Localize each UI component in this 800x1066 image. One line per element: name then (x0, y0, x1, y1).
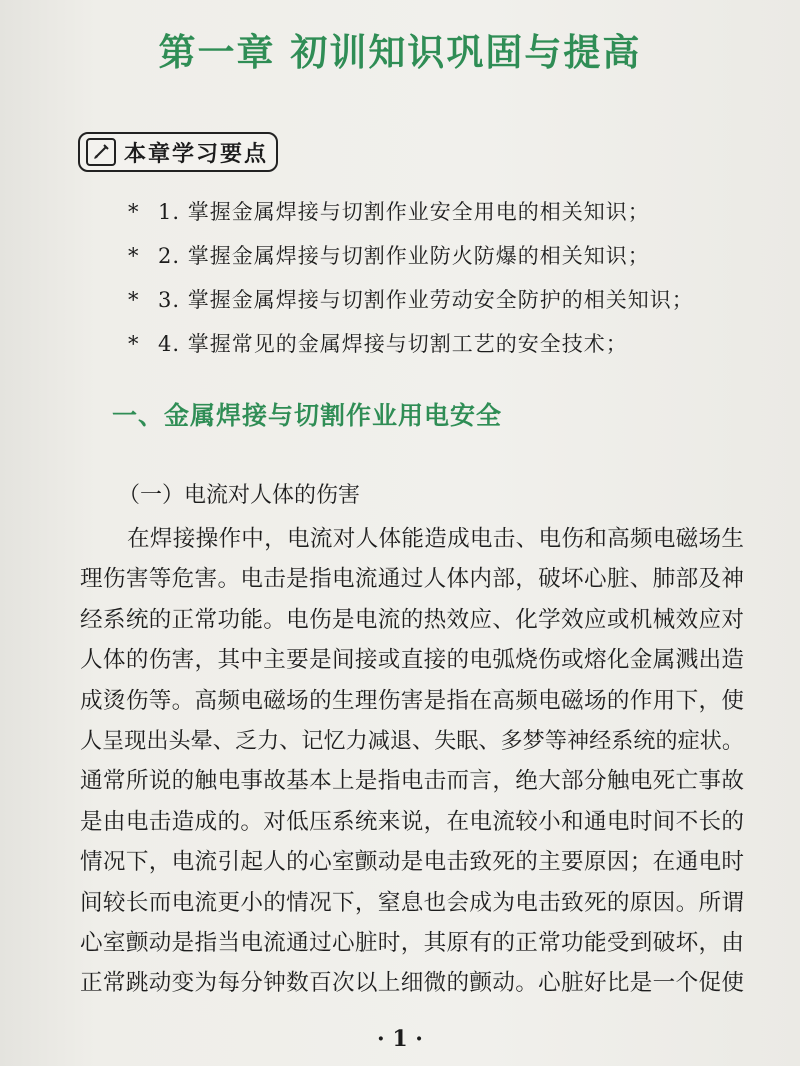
text-line: 在焊接操作中，电流对人体能造成电击、电伤和高频电磁场生 (127, 526, 744, 552)
study-points-label: 本章学习要点 (124, 141, 269, 167)
text-line: 人呈现出头晕、乏力、记忆力减退、失眠、多梦等神经系统的症状。 (80, 727, 744, 754)
text-line: 情况下，电流引起人的心室颤动是电击致死的主要原因；在通电时 (80, 849, 744, 876)
body-paragraph (80, 519, 744, 1004)
chapter-title: 第一章 初训知识巩固与提高 (158, 31, 642, 74)
text-line: 人体的伤害，其中主要是间接或直接的电弧烧伤或熔化金属溅出造 (80, 647, 744, 674)
list-item-text: 1. 掌握金属焊接与切割作业安全用电的相关知识； (158, 200, 650, 224)
bullet-star: * (128, 200, 140, 224)
study-points-tag (78, 132, 278, 172)
list-item (128, 190, 768, 234)
text-line: 通常所说的触电事故基本上是指电击而言，绝大部分触电死亡事故 (80, 768, 744, 795)
text-line: 心室颤动是指当电流通过心脏时，其原有的正常功能受到破坏，由 (80, 929, 744, 956)
list-item-text: 2. 掌握金属焊接与切割作业防火防爆的相关知识； (158, 244, 650, 268)
text-line: 正常跳动变为每分钟数百次以上细微的颤动。心脏好比是一个促使 (80, 970, 744, 997)
list-item (128, 322, 768, 366)
list-item-text: 3. 掌握金属焊接与切割作业劳动安全防护的相关知识； (158, 288, 694, 312)
text-line: 间较长而电流更小的情况下，窒息也会成为电击致死的原因。所谓 (80, 889, 744, 916)
bullet-star: * (128, 244, 140, 268)
list-item (128, 234, 768, 278)
subsection-heading: （一）电流对人体的伤害 (118, 483, 361, 508)
pencil-icon (86, 138, 116, 166)
text-line: 成烫伤等。高频电磁场的生理伤害是指在高频电磁场的作用下，使 (80, 687, 744, 714)
page-number: · 1 · (377, 1026, 423, 1052)
text-line: 是由电击造成的。对低压系统来说，在电流较小和通电时间不长的 (80, 808, 744, 835)
section-heading: 一、金属焊接与切割作业用电安全 (112, 401, 503, 430)
bullet-star: * (128, 288, 140, 312)
study-points-list (128, 190, 768, 366)
text-line: 经系统的正常功能。电伤是电流的热效应、化学效应或机械效应对 (80, 606, 744, 633)
list-item-text: 4. 掌握常见的金属焊接与切割工艺的安全技术； (158, 332, 628, 356)
text-line: 理伤害等危害。电击是指电流通过人体内部，破坏心脏、肺部及神 (80, 566, 744, 593)
list-item (128, 278, 768, 322)
bullet-star: * (128, 332, 140, 356)
